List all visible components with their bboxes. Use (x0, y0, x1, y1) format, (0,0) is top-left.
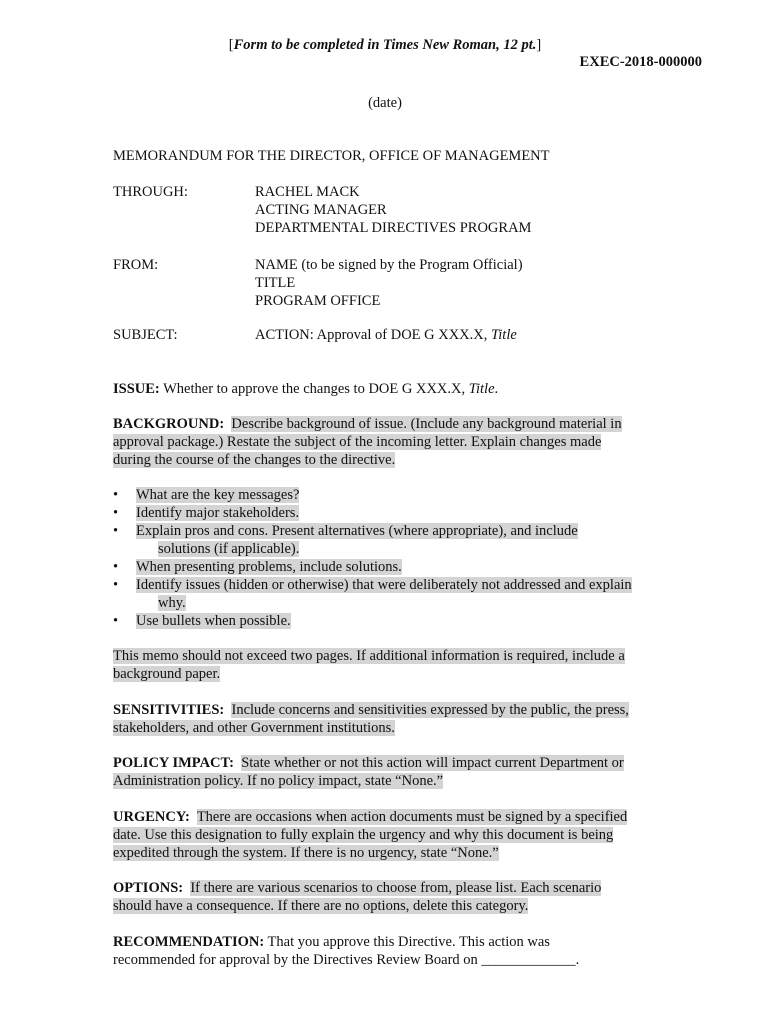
date-placeholder: (date) (368, 95, 402, 111)
issue-section: ISSUE: Whether to approve the changes to DOE G XXX.X, Title. (113, 381, 499, 397)
policy-impact-section: POLICY IMPACT: State whether or not this action will impact current Department or Administration policy. If no policy impact, state “None.” (113, 755, 624, 789)
list-item: • Use bullets when possible. (113, 613, 291, 629)
subject-value: ACTION: Approval of DOE G XXX.X, Title (255, 327, 517, 343)
from-line: TITLE (255, 275, 296, 291)
urgency-section: URGENCY: There are occasions when action documents must be signed by a specified date. Use this designation to fully explain the urgency and why this document is being expedited through the system. If there is no urgency, state “None.” (113, 809, 628, 861)
memo-addressee: MEMORANDUM FOR THE DIRECTOR, OFFICE OF MANAGEMENT (113, 148, 550, 164)
list-item: • What are the key messages? (113, 487, 300, 503)
options-section: OPTIONS: If there are various scenarios to choose from, please list. Each scenario should have a consequence. If there are no options, delete this category. (113, 880, 602, 914)
font-instruction-note: [Form to be completed in Times New Roman, 12 pt.] (228, 37, 542, 53)
through-label: THROUGH: (113, 184, 188, 200)
from-label: FROM: (113, 257, 159, 273)
list-item: • When presenting problems, include solutions. (113, 559, 402, 575)
background-section: BACKGROUND: Describe background of issue. (Include any background material in approval package.) Restate the subject of the incoming letter. Explain changes made during the course of the changes to the directive. (113, 416, 622, 468)
exec-control-number: EXEC-2018-000000 (579, 54, 702, 70)
list-item: • Explain pros and cons. Present alternatives (where appropriate), and include solutions (if applicable). (113, 523, 578, 557)
list-item: • Identify major stakeholders. (113, 505, 300, 521)
through-line: RACHEL MACK (255, 184, 360, 200)
from-line: NAME (to be signed by the Program Official) (255, 257, 523, 273)
through-line: DEPARTMENTAL DIRECTIVES PROGRAM (255, 220, 532, 236)
from-line: PROGRAM OFFICE (255, 293, 381, 309)
memo-length-note: This memo should not exceed two pages. If additional information is required, include a background paper. (113, 648, 625, 682)
options-label: OPTIONS: (113, 880, 184, 896)
recommendation-section: RECOMMENDATION: That you approve this Directive. This action was recommended for approval by the Directives Review Board on _____________. (113, 934, 580, 968)
list-item: • Identify issues (hidden or otherwise) that were deliberately not addressed and explain why. (113, 577, 632, 611)
from-block (255, 256, 523, 310)
sensitivities-section: SENSITIVITIES: Include concerns and sensitivities expressed by the public, the press, stakeholders, and other Government institutions. (113, 702, 629, 736)
guidance-bullet-list (113, 486, 673, 630)
background-label: BACKGROUND: (113, 416, 225, 432)
through-line: ACTING MANAGER (255, 202, 387, 218)
through-block (255, 183, 531, 237)
urgency-label: URGENCY: (113, 809, 190, 825)
subject-label: SUBJECT: (113, 327, 178, 343)
recommendation-label: RECOMMENDATION: (113, 934, 265, 950)
policy-impact-label: POLICY IMPACT: (113, 755, 234, 771)
sensitivities-label: SENSITIVITIES: (113, 702, 225, 718)
